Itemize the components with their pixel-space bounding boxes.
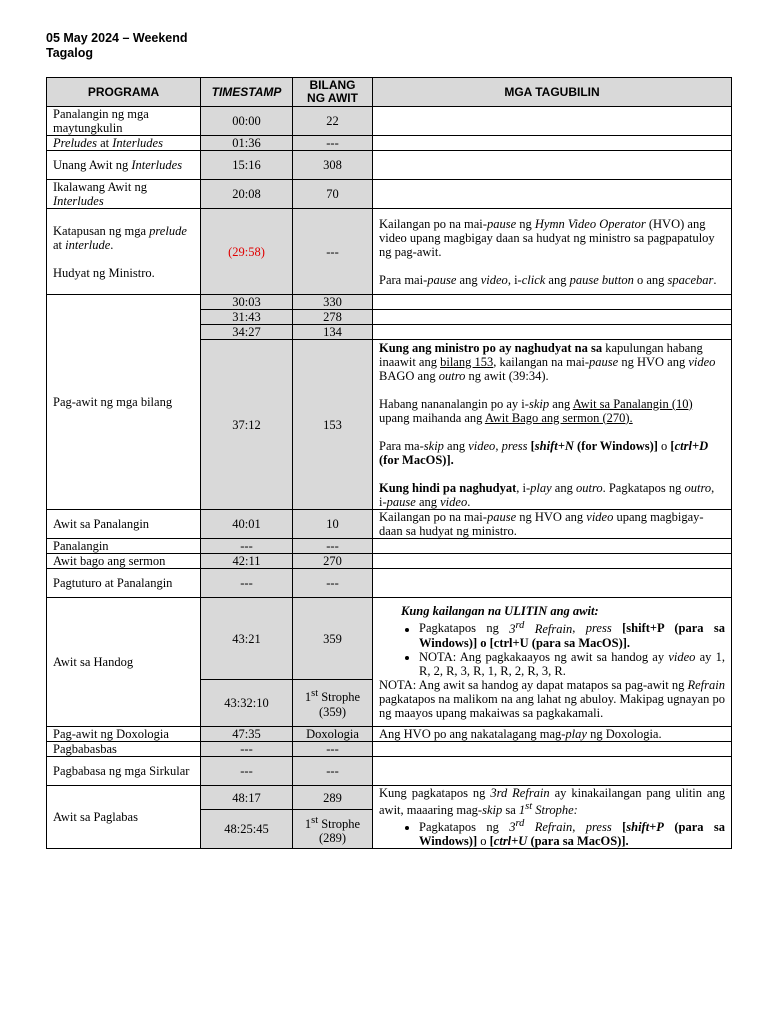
- tagubilin-cell: Kailangan po na mai-pause ng HVO ang video upang magbigay-daan sa hudyat ng ministro.: [373, 510, 732, 539]
- timestamp-cell: ---: [201, 742, 293, 757]
- tagubilin-cell: Kung pagkatapos ng 3rd Refrain ay kinakailangan pang ulitin ang awit, maaaring mag-skip sa 1st Strophe: • Pagkatapos ng 3rd Refrain, press [shift+P (para sa Windows)] o [ctrl+U (para sa MacOS)].: [373, 786, 732, 849]
- timestamp-cell: 00:00: [201, 107, 293, 136]
- bilang-cell: ---: [293, 539, 373, 554]
- timestamp-cell: (29:58): [201, 209, 293, 295]
- programa-cell: Panalangin: [47, 539, 201, 554]
- bilang-cell: 330: [293, 295, 373, 310]
- bilang-cell: 153: [293, 340, 373, 510]
- timestamp-cell: 40:01: [201, 510, 293, 539]
- document-header: [46, 31, 188, 61]
- timestamp-cell: 37:12: [201, 340, 293, 510]
- timestamp-cell: 48:17: [201, 786, 293, 810]
- timestamp-cell: ---: [201, 539, 293, 554]
- timestamp-cell: 48:25:45: [201, 810, 293, 849]
- programa-cell: Awit bago ang sermon: [47, 554, 201, 569]
- bilang-cell: 10: [293, 510, 373, 539]
- tagubilin-cell: [373, 310, 732, 325]
- tagubilin-cell: [373, 151, 732, 180]
- bilang-cell: ---: [293, 136, 373, 151]
- timestamp-cell: 43:21: [201, 598, 293, 680]
- bilang-cell: ---: [293, 569, 373, 598]
- tagubilin-cell: Kung kailangan na ULITIN ang awit: • Pagkatapos ng 3rd Refrain, press [shift+P (para sa Windows)] o [ctrl+U (para sa MacOS)]. • NOTA: Ang pagkakaayos ng awit sa handog ay video ay 1, R, 2, R, 3, R, 1, R, 2, R, 3, R. NOTA: Ang awit sa handog ay dapat matapos sa pag-awit ng Refrain pagkatapos na malikom na ang lahat ng abuloy. Makipag ugnayan po ng maayos upang makaiwas sa pagkakamali.: [373, 598, 732, 727]
- programa-cell: Awit sa Handog: [47, 598, 201, 727]
- timestamp-cell: 42:11: [201, 554, 293, 569]
- table-row: [47, 180, 732, 209]
- tagubilin-cell: [373, 569, 732, 598]
- programa-cell: Awit sa Panalangin: [47, 510, 201, 539]
- timestamp-cell: 31:43: [201, 310, 293, 325]
- programa-cell: Pagtuturo at Panalangin: [47, 569, 201, 598]
- table-row: [47, 757, 732, 786]
- table-row: [47, 510, 732, 539]
- bilang-cell: Doxologia: [293, 727, 373, 742]
- timestamp-cell: 01:36: [201, 136, 293, 151]
- col-timestamp: TIMESTAMP: [201, 78, 293, 107]
- tagubilin-cell: Kailangan po na mai-pause ng Hymn Video Operator (HVO) ang video upang magbigay daan sa hudyat ng ministro sa pagpapatuloy ng pag-awit. Para mai-pause ang video, i-click ang pause button o ang spacebar.: [373, 209, 732, 295]
- date-heading: 05 May 2024 – Weekend: [46, 31, 188, 45]
- table-row: [47, 107, 732, 136]
- bilang-cell: 278: [293, 310, 373, 325]
- bilang-cell: ---: [293, 209, 373, 295]
- programa-cell: Unang Awit ng Interludes: [47, 151, 201, 180]
- programa-cell: Preludes at Interludes: [47, 136, 201, 151]
- table-row: [47, 209, 732, 295]
- tagubilin-cell: [373, 136, 732, 151]
- tagubilin-cell: [373, 757, 732, 786]
- timestamp-cell: ---: [201, 757, 293, 786]
- language-heading: Tagalog: [46, 46, 93, 60]
- timestamp-cell: 34:27: [201, 325, 293, 340]
- tagubilin-cell: [373, 554, 732, 569]
- bilang-cell: 308: [293, 151, 373, 180]
- tagubilin-cell: [373, 742, 732, 757]
- bilang-cell: 134: [293, 325, 373, 340]
- timestamp-cell: 15:16: [201, 151, 293, 180]
- programa-cell: Pagbabasbas: [47, 742, 201, 757]
- tagubilin-cell: [373, 180, 732, 209]
- table-row: [47, 598, 732, 680]
- bilang-cell: 270: [293, 554, 373, 569]
- bilang-cell: 1st Strophe (289): [293, 810, 373, 849]
- bilang-cell: 1st Strophe (359): [293, 680, 373, 727]
- bilang-cell: 359: [293, 598, 373, 680]
- timestamp-cell: 43:32:10: [201, 680, 293, 727]
- programa-cell: Awit sa Paglabas: [47, 786, 201, 849]
- bilang-cell: ---: [293, 757, 373, 786]
- tagubilin-cell: [373, 295, 732, 310]
- programa-cell: Pagbabasa ng mga Sirkular: [47, 757, 201, 786]
- bilang-cell: 22: [293, 107, 373, 136]
- programa-cell: Katapusan ng mga prelude at interlude. Hudyat ng Ministro.: [47, 209, 201, 295]
- programa-cell: Panalangin ng mga maytungkulin: [47, 107, 201, 136]
- programa-cell: Pag-awit ng Doxologia: [47, 727, 201, 742]
- tagubilin-cell: Kung ang ministro po ay naghudyat na sa kapulungan habang inaawit ang bilang 153, kailangan na mai-pause ng HVO ang video BAGO ang outro ng awit (39:34). Habang nananalangin po ay i-skip ang Awit sa Panalangin (10) upang maihanda ang Awit Bago ang sermon (270). Para ma-skip ang video, press [shift+N (for Windows)] o [ctrl+D (for MacOS)]. Kung hindi pa naghudyat, i-play ang outro. Pagkatapos ng outro, i-pause ang video.: [373, 340, 732, 510]
- program-table: [46, 77, 732, 849]
- table-row: [47, 539, 732, 554]
- table-row: [47, 727, 732, 742]
- tagubilin-cell: [373, 107, 732, 136]
- table-row: [47, 295, 732, 310]
- tagubilin-cell: Ang HVO po ang nakatalagang mag-play ng Doxologia.: [373, 727, 732, 742]
- table-row: [47, 554, 732, 569]
- table-row: [47, 569, 732, 598]
- col-tagubilin: MGA TAGUBILIN: [373, 78, 732, 107]
- col-bilang: BILANG NG AWIT: [293, 78, 373, 107]
- timestamp-cell: 47:35: [201, 727, 293, 742]
- timestamp-cell: 20:08: [201, 180, 293, 209]
- tagubilin-cell: [373, 539, 732, 554]
- table-header-row: [47, 78, 732, 107]
- bilang-cell: ---: [293, 742, 373, 757]
- table-row: [47, 786, 732, 810]
- col-programa: PROGRAMA: [47, 78, 201, 107]
- timestamp-cell: ---: [201, 569, 293, 598]
- tagubilin-cell: [373, 325, 732, 340]
- programa-cell: Ikalawang Awit ng Interludes: [47, 180, 201, 209]
- bilang-cell: 289: [293, 786, 373, 810]
- table-row: [47, 151, 732, 180]
- bilang-cell: 70: [293, 180, 373, 209]
- table-row: [47, 136, 732, 151]
- timestamp-cell: 30:03: [201, 295, 293, 310]
- table-row: [47, 742, 732, 757]
- programa-cell: Pag-awit ng mga bilang: [47, 295, 201, 510]
